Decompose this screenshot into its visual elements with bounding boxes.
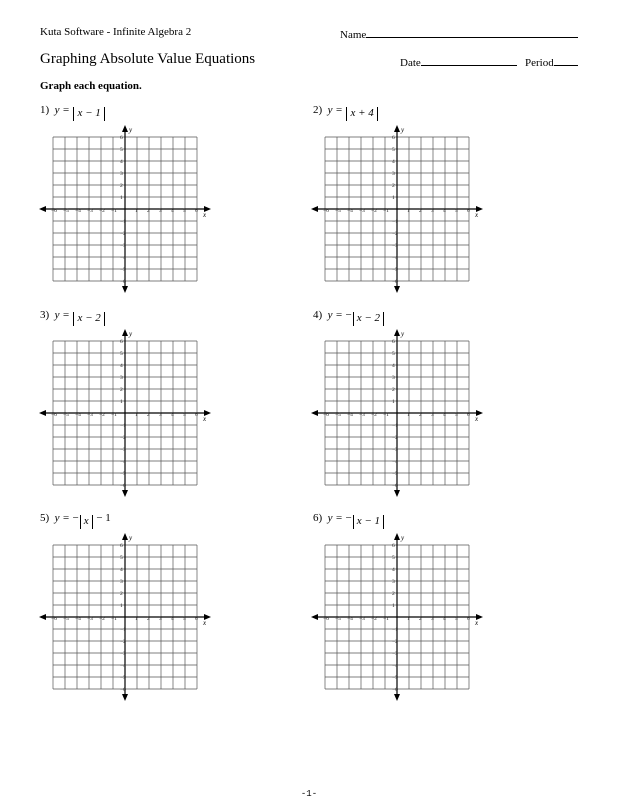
absolute-value-expression: x [80,515,93,529]
y-tick-label: −5 [392,267,398,273]
x-axis-arrow-left [39,206,46,212]
x-tick-label: 5 [183,412,186,418]
x-tick-label: −1 [383,208,389,214]
problem-number: 1) [40,104,50,116]
x-tick-label: 3 [159,208,162,214]
y-axis-label: y [401,534,405,542]
y-tick-label: 3 [120,579,123,585]
x-tick-label: −1 [111,208,117,214]
y-tick-label: −1 [392,219,398,225]
x-tick-label: −6 [323,208,329,214]
equation-constant: − 1 [96,512,111,524]
y-axis-label: y [129,534,133,542]
y-tick-label: 5 [392,555,395,561]
y-tick-label: 3 [392,579,395,585]
date-field[interactable] [400,54,517,69]
x-tick-label: −4 [347,412,353,418]
y-tick-label: 2 [120,387,123,393]
absolute-value-expression: x − 1 [353,515,384,529]
y-axis-arrow-up [394,125,400,132]
x-tick-label: −2 [99,208,105,214]
x-tick-label: −6 [323,616,329,622]
y-tick-label: −6 [120,687,126,693]
y-tick-label: 3 [120,375,123,381]
software-label: Kuta Software - Infinite Algebra 2 [40,26,192,38]
y-tick-label: −1 [392,627,398,633]
x-axis-label: x [475,619,479,627]
equation-sign: − [72,512,79,524]
x-tick-label: 3 [159,616,162,622]
x-tick-label: −4 [347,208,353,214]
problem-number: 4) [313,309,323,321]
y-tick-label: 5 [120,147,123,153]
x-tick-label: −5 [63,412,69,418]
y-tick-label: −4 [120,255,126,261]
x-tick-label: −3 [359,208,365,214]
y-tick-label: 2 [120,183,123,189]
y-tick-label: −2 [120,435,126,441]
y-tick-label: −6 [120,279,126,285]
y-tick-label: 5 [392,351,395,357]
x-tick-label: −4 [347,616,353,622]
x-tick-label: 6 [195,412,198,418]
y-tick-label: 1 [392,603,395,609]
x-tick-label: −3 [87,616,93,622]
instructions: Graph each equation. [40,80,142,92]
absolute-value-expression: x − 2 [73,312,104,326]
x-tick-label: −4 [75,412,81,418]
x-tick-label: −5 [63,208,69,214]
x-tick-label: 6 [467,412,470,418]
y-tick-label: −3 [392,447,398,453]
x-tick-label: 2 [419,412,422,418]
x-tick-label: 2 [147,412,150,418]
y-tick-label: −5 [120,471,126,477]
x-axis-label: x [203,415,207,423]
y-tick-label: −5 [120,267,126,273]
x-tick-label: 1 [135,208,138,214]
y-tick-label: 3 [392,375,395,381]
x-tick-label: −1 [111,616,117,622]
y-tick-label: 4 [120,363,123,369]
y-tick-label: −2 [120,231,126,237]
x-axis-arrow-left [311,614,318,620]
x-tick-label: 4 [171,616,174,622]
x-tick-label: 1 [407,412,410,418]
problem-label [40,309,106,326]
y-tick-label: −1 [120,627,126,633]
x-tick-label: 2 [419,208,422,214]
y-tick-label: 1 [120,195,123,201]
y-axis-label: y [401,126,405,134]
x-tick-label: 2 [147,208,150,214]
x-tick-label: −2 [99,616,105,622]
x-tick-label: 6 [467,208,470,214]
y-tick-label: 1 [120,399,123,405]
y-tick-label: 1 [120,603,123,609]
x-tick-label: −1 [111,412,117,418]
coordinate-grid [38,326,212,500]
y-tick-label: 2 [392,591,395,597]
y-tick-label: −1 [120,423,126,429]
y-tick-label: 4 [120,159,123,165]
y-tick-label: −2 [120,639,126,645]
absolute-value-expression: x − 2 [353,312,384,326]
x-tick-label: 5 [455,616,458,622]
x-tick-label: −3 [87,208,93,214]
y-axis-arrow-down [122,286,128,293]
x-axis-label: x [475,415,479,423]
x-axis-arrow-left [311,206,318,212]
y-tick-label: −5 [392,675,398,681]
name-field[interactable] [340,26,578,41]
y-tick-label: 6 [120,543,123,549]
equation-lhs: y = [54,309,70,321]
x-tick-label: 4 [171,412,174,418]
y-axis-arrow-down [122,694,128,701]
coordinate-grid [38,530,212,704]
y-tick-label: −3 [120,447,126,453]
problem-label [313,512,385,529]
x-axis-label: x [203,211,207,219]
problem-label [40,104,106,121]
y-tick-label: 1 [392,195,395,201]
x-tick-label: −3 [359,412,365,418]
x-tick-label: −6 [51,208,57,214]
y-tick-label: −1 [392,423,398,429]
y-tick-label: −3 [392,651,398,657]
x-tick-label: 6 [467,616,470,622]
y-tick-label: 4 [392,567,395,573]
y-axis-arrow-up [122,329,128,336]
x-tick-label: −1 [383,412,389,418]
worksheet-title: Graphing Absolute Value Equations [40,51,256,67]
coordinate-grid [310,530,484,704]
x-tick-label: 5 [183,616,186,622]
equation-lhs: y = [327,309,343,321]
y-tick-label: −1 [120,219,126,225]
y-tick-label: 2 [392,183,395,189]
y-tick-label: 2 [120,591,123,597]
y-tick-label: 6 [120,339,123,345]
problem-number: 5) [40,512,50,524]
x-tick-label: −1 [383,616,389,622]
y-axis-arrow-up [394,533,400,540]
y-axis-arrow-up [394,329,400,336]
y-tick-label: −3 [120,243,126,249]
x-tick-label: −4 [75,616,81,622]
y-tick-label: −6 [120,483,126,489]
y-tick-label: 6 [392,543,395,549]
y-tick-label: −4 [120,663,126,669]
x-tick-label: −3 [359,616,365,622]
y-tick-label: −4 [392,459,398,465]
y-tick-label: −6 [392,687,398,693]
equation-lhs: y = [54,104,70,116]
y-axis-arrow-down [122,490,128,497]
x-tick-label: 1 [135,616,138,622]
y-tick-label: 2 [392,387,395,393]
y-axis-arrow-down [394,490,400,497]
x-tick-label: −2 [371,412,377,418]
x-axis-arrow-left [311,410,318,416]
x-tick-label: 1 [135,412,138,418]
equation-sign: − [345,309,352,321]
y-tick-label: 3 [120,171,123,177]
absolute-value-expression: x − 1 [73,107,104,121]
y-axis-arrow-up [122,125,128,132]
problem-label [313,309,385,326]
y-tick-label: 4 [392,363,395,369]
x-axis-arrow-left [39,614,46,620]
x-tick-label: −4 [75,208,81,214]
y-tick-label: 1 [392,399,395,405]
x-tick-label: 1 [407,616,410,622]
equation-lhs: y = [327,104,343,116]
equation-lhs: y = [327,512,343,524]
y-axis-label: y [401,330,405,338]
y-axis-arrow-down [394,694,400,701]
x-tick-label: 4 [443,412,446,418]
x-tick-label: 5 [455,412,458,418]
y-tick-label: 6 [392,339,395,345]
y-tick-label: −6 [392,279,398,285]
page-number: -1- [300,789,318,799]
x-tick-label: 4 [443,616,446,622]
x-tick-label: 3 [159,412,162,418]
x-tick-label: −5 [335,616,341,622]
y-tick-label: −3 [392,243,398,249]
x-axis-arrow-left [39,410,46,416]
problem-number: 3) [40,309,50,321]
x-tick-label: −5 [335,208,341,214]
x-tick-label: −6 [51,412,57,418]
period-blank[interactable] [554,54,578,66]
y-tick-label: 4 [392,159,395,165]
equation-sign: − [345,512,352,524]
period-field[interactable] [525,54,578,69]
equation-lhs: y = [54,512,70,524]
y-tick-label: 6 [392,135,395,141]
y-tick-label: −2 [392,231,398,237]
y-tick-label: 4 [120,567,123,573]
x-tick-label: −6 [323,412,329,418]
y-axis-label: y [129,126,133,134]
x-tick-label: 3 [431,616,434,622]
x-tick-label: −5 [335,412,341,418]
x-tick-label: 6 [195,208,198,214]
y-axis-label: y [129,330,133,338]
x-tick-label: 5 [183,208,186,214]
date-blank[interactable] [421,54,517,66]
y-tick-label: −4 [392,663,398,669]
coordinate-grid [310,122,484,296]
y-tick-label: −5 [120,675,126,681]
name-label: Name [340,29,367,41]
x-tick-label: 1 [407,208,410,214]
x-tick-label: 2 [147,616,150,622]
y-tick-label: −2 [392,435,398,441]
y-tick-label: −6 [392,483,398,489]
y-tick-label: 6 [120,135,123,141]
x-tick-label: 6 [195,616,198,622]
x-tick-label: −2 [371,616,377,622]
y-tick-label: −4 [392,255,398,261]
x-tick-label: 3 [431,412,434,418]
y-tick-label: −3 [120,651,126,657]
y-tick-label: 3 [392,171,395,177]
coordinate-grid [38,122,212,296]
y-tick-label: 5 [120,351,123,357]
absolute-value-expression: x + 4 [346,107,377,121]
problem-label [40,512,111,529]
y-tick-label: 5 [120,555,123,561]
x-tick-label: 4 [443,208,446,214]
name-blank[interactable] [366,26,578,38]
x-tick-label: −2 [371,208,377,214]
x-axis-label: x [475,211,479,219]
problem-number: 6) [313,512,323,524]
problem-number: 2) [313,104,323,116]
x-axis-label: x [203,619,207,627]
y-tick-label: −2 [392,639,398,645]
x-tick-label: −2 [99,412,105,418]
date-label: Date [400,57,421,69]
x-tick-label: 3 [431,208,434,214]
y-axis-arrow-up [122,533,128,540]
x-tick-label: −6 [51,616,57,622]
x-tick-label: −5 [63,616,69,622]
period-label: Period [525,57,554,69]
y-tick-label: 5 [392,147,395,153]
coordinate-grid [310,326,484,500]
x-tick-label: 5 [455,208,458,214]
problem-label [313,104,379,121]
y-tick-label: −4 [120,459,126,465]
y-tick-label: −5 [392,471,398,477]
y-axis-arrow-down [394,286,400,293]
x-tick-label: 4 [171,208,174,214]
x-tick-label: −3 [87,412,93,418]
x-tick-label: 2 [419,616,422,622]
